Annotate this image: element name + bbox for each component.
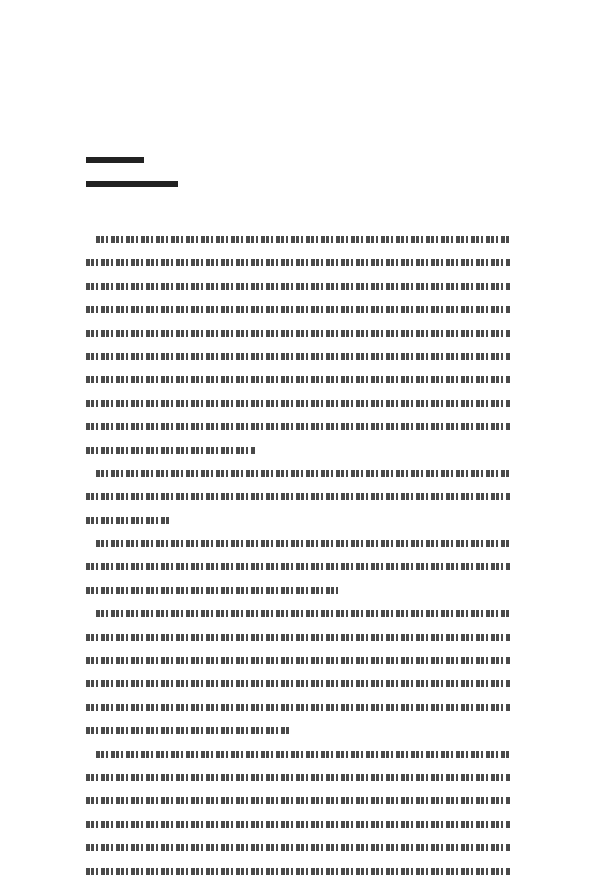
paragraph-1 bbox=[86, 228, 510, 462]
text-line bbox=[86, 298, 510, 321]
text-line bbox=[86, 439, 510, 462]
paragraph-3 bbox=[86, 532, 510, 602]
text-line bbox=[86, 719, 510, 742]
text-line bbox=[86, 696, 510, 719]
document-subtitle bbox=[86, 181, 178, 195]
text-line bbox=[86, 251, 510, 274]
text-line bbox=[86, 368, 510, 391]
text-line bbox=[86, 509, 510, 532]
text-line bbox=[86, 322, 510, 345]
document-subtitle-glyphs bbox=[86, 181, 178, 187]
text-line bbox=[86, 860, 510, 883]
document-title-glyphs bbox=[86, 157, 144, 163]
text-line bbox=[86, 813, 510, 836]
text-line bbox=[86, 743, 510, 766]
text-line bbox=[86, 275, 510, 298]
text-line bbox=[86, 649, 510, 672]
text-line bbox=[86, 532, 510, 555]
text-line bbox=[86, 392, 510, 415]
text-line bbox=[86, 345, 510, 368]
text-line bbox=[86, 789, 510, 812]
body-text bbox=[86, 228, 510, 883]
text-line bbox=[86, 462, 510, 485]
text-line bbox=[86, 485, 510, 508]
text-line bbox=[86, 228, 510, 251]
text-line bbox=[86, 415, 510, 438]
paragraph-2 bbox=[86, 462, 510, 532]
paragraph-4 bbox=[86, 602, 510, 742]
text-line bbox=[86, 672, 510, 695]
text-line bbox=[86, 836, 510, 859]
paragraph-5 bbox=[86, 743, 510, 883]
heading-block bbox=[86, 153, 178, 205]
text-line bbox=[86, 602, 510, 625]
text-line bbox=[86, 555, 510, 578]
text-line bbox=[86, 579, 510, 602]
text-line bbox=[86, 626, 510, 649]
document-title bbox=[86, 157, 178, 171]
text-line bbox=[86, 766, 510, 789]
